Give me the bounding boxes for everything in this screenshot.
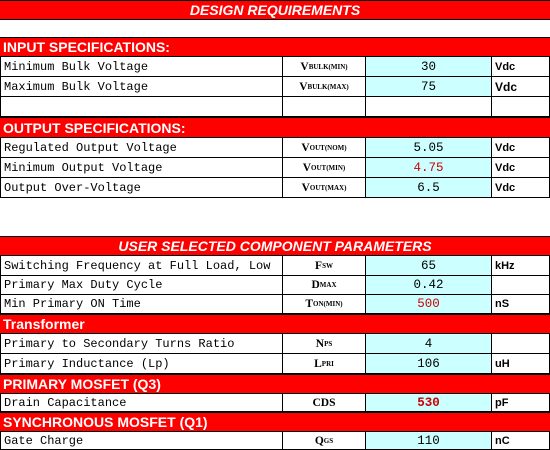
row-symbol	[283, 394, 366, 412]
symbol-main: D	[311, 279, 320, 291]
sync-mosfet-heading	[0, 412, 550, 432]
symbol-sub: PS	[324, 339, 333, 348]
param-row-primary-inductance	[0, 354, 550, 374]
symbol-sub: MAX	[319, 281, 337, 289]
spec-row-regulated-output-voltage	[0, 138, 550, 158]
value-cell[interactable]: 65	[366, 256, 492, 276]
value-cell[interactable]: 500	[366, 295, 492, 314]
unit-cell: Vdc	[492, 57, 550, 77]
symbol-main: V	[301, 181, 310, 194]
symbol-main: CDS	[312, 396, 336, 409]
param-row-max-duty-cycle	[0, 276, 550, 295]
symbol-sub: GS	[323, 436, 334, 445]
unit-cell: Vdc	[492, 158, 550, 178]
empty-cell	[283, 97, 366, 117]
value-cell[interactable]: 4	[366, 334, 492, 354]
symbol-main: V	[299, 80, 308, 93]
header-title: DESIGN REQUIREMENTS	[189, 2, 361, 18]
symbol-sub: SW	[322, 261, 333, 270]
transformer-heading-text: Transformer	[3, 316, 85, 332]
row-symbol	[283, 295, 366, 314]
symbol-sub: OUT(MAX)	[309, 183, 347, 192]
row-label: Min Primary ON Time	[0, 295, 283, 314]
blank-row	[0, 198, 550, 236]
empty-cell	[0, 97, 283, 117]
row-label: Maximum Bulk Voltage	[0, 77, 283, 97]
row-symbol	[283, 178, 366, 198]
row-label: Regulated Output Voltage	[0, 138, 283, 158]
value-cell[interactable]: 4.75	[366, 158, 492, 178]
symbol-main: N	[315, 337, 325, 350]
user-params-heading	[0, 236, 550, 256]
row-label: Switching Frequency at Full Load, Low	[0, 256, 283, 276]
unit-cell	[492, 276, 550, 295]
unit-cell: Vdc	[492, 77, 550, 97]
input-specs-heading	[0, 37, 550, 57]
row-label: Drain Capacitance	[0, 394, 283, 412]
symbol-main: V	[300, 60, 309, 73]
symbol-main: T	[305, 298, 314, 310]
row-symbol	[283, 276, 366, 295]
row-symbol	[283, 256, 366, 276]
row-symbol	[283, 334, 366, 354]
row-label: Minimum Bulk Voltage	[0, 57, 283, 77]
symbol-sub: PRI	[321, 359, 334, 368]
input-specs-heading-text: INPUT SPECIFICATIONS:	[3, 39, 170, 55]
symbol-sub: BULK(MIN)	[308, 62, 348, 71]
symbol-sub: OUT(MIN)	[311, 163, 346, 172]
primary-mosfet-heading	[0, 374, 550, 394]
param-row-drain-capacitance	[0, 394, 550, 412]
unit-cell	[492, 334, 550, 354]
unit-cell: kHz	[492, 256, 550, 276]
sync-mosfet-heading-text: SYNCHRONOUS MOSFET (Q1)	[3, 414, 208, 430]
value-cell[interactable]: 110	[366, 432, 492, 450]
unit-cell: Vdc	[492, 138, 550, 158]
unit-cell: nS	[492, 295, 550, 314]
value-cell[interactable]: 75	[366, 77, 492, 97]
row-label: Minimum Output Voltage	[0, 158, 283, 178]
row-label: Primary Max Duty Cycle	[0, 276, 283, 295]
row-symbol	[283, 77, 366, 97]
output-specs-heading	[0, 117, 550, 138]
spec-row-min-output-voltage	[0, 158, 550, 178]
spec-row-output-over-voltage	[0, 178, 550, 198]
unit-cell: uH	[492, 354, 550, 374]
value-cell[interactable]: 6.5	[366, 178, 492, 198]
param-row-gate-charge	[0, 432, 550, 450]
design-requirements-header	[0, 0, 550, 20]
symbol-main: L	[314, 357, 322, 370]
param-row-turns-ratio	[0, 334, 550, 354]
param-row-switching-frequency	[0, 256, 550, 276]
row-symbol	[283, 158, 366, 178]
user-params-heading-text: USER SELECTED COMPONENT PARAMETERS	[118, 238, 432, 254]
unit-cell: pF	[492, 394, 550, 412]
symbol-main: F	[315, 259, 323, 272]
symbol-sub: BULK(MAX)	[307, 82, 349, 91]
blank-row	[0, 97, 550, 117]
primary-mosfet-heading-text: PRIMARY MOSFET (Q3)	[3, 376, 161, 392]
row-symbol	[283, 57, 366, 77]
row-symbol	[283, 138, 366, 158]
row-label: Primary Inductance (Lp)	[0, 354, 283, 374]
param-row-min-on-time	[0, 295, 550, 314]
symbol-main: Q	[314, 434, 324, 447]
value-cell[interactable]: 5.05	[366, 138, 492, 158]
symbol-sub: ON(MIN)	[313, 300, 343, 308]
spec-row-max-bulk-voltage	[0, 77, 550, 97]
row-symbol	[283, 354, 366, 374]
empty-cell[interactable]	[366, 97, 492, 117]
output-specs-heading-text: OUTPUT SPECIFICATIONS:	[3, 119, 186, 136]
value-cell[interactable]: 30	[366, 57, 492, 77]
symbol-main: V	[301, 141, 310, 154]
unit-cell: nC	[492, 432, 550, 450]
row-symbol	[283, 432, 366, 450]
value-cell[interactable]: 530	[366, 394, 492, 412]
spec-row-min-bulk-voltage	[0, 57, 550, 77]
transformer-heading	[0, 314, 550, 334]
symbol-sub: OUT(NOM)	[309, 143, 347, 152]
value-cell[interactable]: 106	[366, 354, 492, 374]
symbol-main: V	[302, 161, 312, 174]
value-cell[interactable]: 0.42	[366, 276, 492, 295]
row-label: Output Over-Voltage	[0, 178, 283, 198]
row-label: Gate Charge	[0, 432, 283, 450]
row-label: Primary to Secondary Turns Ratio	[0, 334, 283, 354]
blank-row	[0, 20, 550, 37]
empty-cell	[492, 97, 550, 117]
unit-cell: Vdc	[492, 178, 550, 198]
